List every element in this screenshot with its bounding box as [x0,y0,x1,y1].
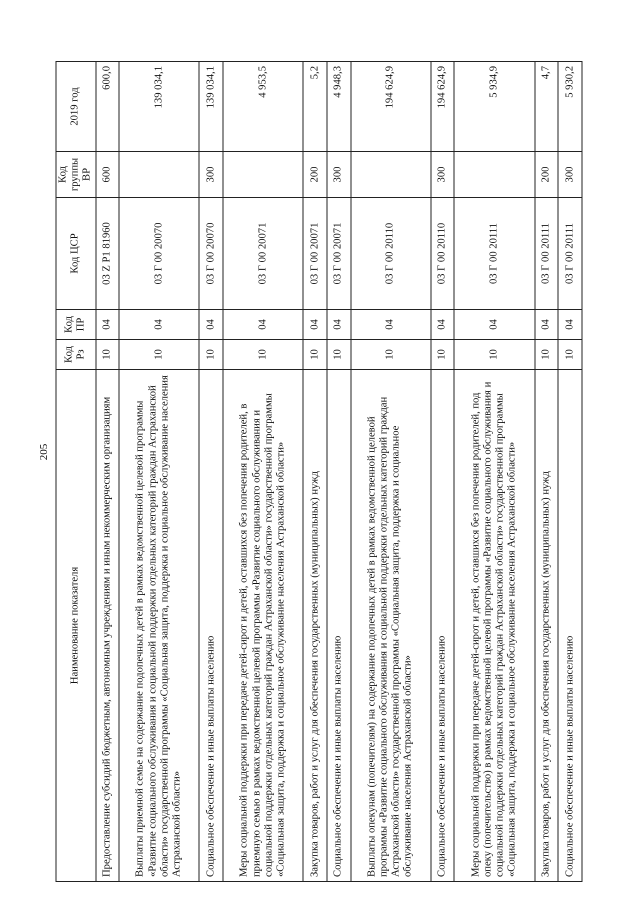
row-2019: 5,2 [303,62,327,152]
header-rz: Код Рз [56,340,96,370]
row-name: Закупка товаров, работ и услуг для обеспечения государственных (муниципальных) нужд [303,370,327,882]
row-csr: 03 Г 00 20110 [351,198,431,310]
row-vr [454,152,534,198]
row-pr: 04 [327,310,351,340]
row-name: Меры социальной поддержки при передаче детей-сирот и детей, оставшихся без попечения родителей, под опеку (попечительство) в рамках ведомственной целевой программы «Развитие социального обслуживания и социальной поддержки отдельных категорий граждан Астраханской области» государственной программы «Социальная защита, поддержка и социальное обслуживание населения Астраханской области» [454,370,534,882]
row-rz: 10 [96,340,120,370]
row-rz: 10 [327,340,351,370]
table-row [119,62,199,882]
row-vr [119,152,199,198]
row-name: Социальное обеспечение и иные выплаты населению [199,370,223,882]
row-pr: 04 [199,310,223,340]
row-name: Социальное обеспечение и иные выплаты населению [327,370,351,882]
row-2019: 5 930,2 [558,62,582,152]
row-rz: 10 [558,340,582,370]
row-pr: 04 [119,310,199,340]
row-name: Социальное обеспечение и иные выплаты населению [431,370,455,882]
header-name: Наименование показателя [56,370,96,882]
table-row [454,62,534,882]
row-rz: 10 [199,340,223,370]
table-row [535,62,559,882]
row-name: Социальное обеспечение и иные выплаты населению [558,370,582,882]
row-2019: 139 034,1 [119,62,199,152]
row-2019: 5 934,9 [454,62,534,152]
row-vr [223,152,303,198]
row-pr: 04 [351,310,431,340]
header-csr: Код ЦСР [56,198,96,310]
row-csr: 03 Г 00 20110 [431,198,455,310]
rotated-page [56,62,583,882]
row-2019: 4,7 [535,62,559,152]
row-pr: 04 [223,310,303,340]
row-2019: 194 624,9 [431,62,455,152]
row-csr: 03 Г 00 20111 [558,198,582,310]
table-row [303,62,327,882]
row-rz: 10 [454,340,534,370]
table-row [199,62,223,882]
row-name: Меры социальной поддержки при передаче детей-сирот и детей, оставшихся без попечения родителей, в приемную семью в рамках ведомственной целевой программы «Развитие социального обслуживания и социальной поддержки отдельных категорий граждан Астраханской области» государственной программы «Социальная защита, поддержка и социальное обслуживание населения Астраханской области» [223,370,303,882]
row-pr: 04 [431,310,455,340]
table-row [558,62,582,882]
table-row [223,62,303,882]
row-rz: 10 [535,340,559,370]
row-name: Предоставление субсидий бюджетным, автономным учреждениям и иным некоммерческим организациям [96,370,120,882]
row-csr: 03 Г 00 20071 [223,198,303,310]
row-rz: 10 [303,340,327,370]
row-name: Выплаты опекунам (попечителям) на содержание подопечных детей в рамках ведомственной целевой программы «Развитие социального обслуживания и социальной поддержки отдельных категорий граждан Астраханской области» государственной программы «Социальная защита, поддержка и социальное обслуживание населения Астраханской области» [351,370,431,882]
row-pr: 04 [454,310,534,340]
row-vr: 300 [327,152,351,198]
row-rz: 10 [431,340,455,370]
table-row [96,62,120,882]
row-vr [351,152,431,198]
row-csr: 03 Г 00 20071 [327,198,351,310]
row-csr: 03 Г 00 20070 [119,198,199,310]
row-pr: 04 [303,310,327,340]
row-name: Выплаты приемной семье на содержание подопечных детей в рамках ведомственной целевой программы «Развитие социального обслуживания и социальной поддержки отдельных категорий граждан Астраханской области» государственной программы «Социальная защита, поддержка и социальное обслуживание населения Астраханской области» [119,370,199,882]
table-header-row [56,62,96,882]
row-vr: 300 [558,152,582,198]
row-pr: 04 [96,310,120,340]
table-row [327,62,351,882]
row-rz: 10 [119,340,199,370]
budget-table [56,61,583,882]
row-2019: 4 948,3 [327,62,351,152]
row-2019: 139 034,1 [199,62,223,152]
row-2019: 194 624,9 [351,62,431,152]
row-vr: 200 [303,152,327,198]
row-rz: 10 [351,340,431,370]
row-vr: 300 [199,152,223,198]
row-rz: 10 [223,340,303,370]
table-row [351,62,431,882]
row-vr: 300 [431,152,455,198]
row-csr: 03 Г 00 20111 [454,198,534,310]
row-2019: 4 953,5 [223,62,303,152]
row-vr: 200 [535,152,559,198]
row-pr: 04 [535,310,559,340]
header-pr: Код ПР [56,310,96,340]
header-2019: 2019 год [56,62,96,152]
page-number: 205 [38,443,50,461]
row-vr: 600 [96,152,120,198]
row-csr: 03 Z Р1 81960 [96,198,120,310]
row-pr: 04 [558,310,582,340]
header-vr: Код группы ВР [56,152,96,198]
row-csr: 03 Г 00 20071 [303,198,327,310]
row-csr: 03 Г 00 20111 [535,198,559,310]
row-name: Закупка товаров, работ и услуг для обеспечения государственных (муниципальных) нужд [535,370,559,882]
table-row [431,62,455,882]
row-csr: 03 Г 00 20070 [199,198,223,310]
row-2019: 600,0 [96,62,120,152]
